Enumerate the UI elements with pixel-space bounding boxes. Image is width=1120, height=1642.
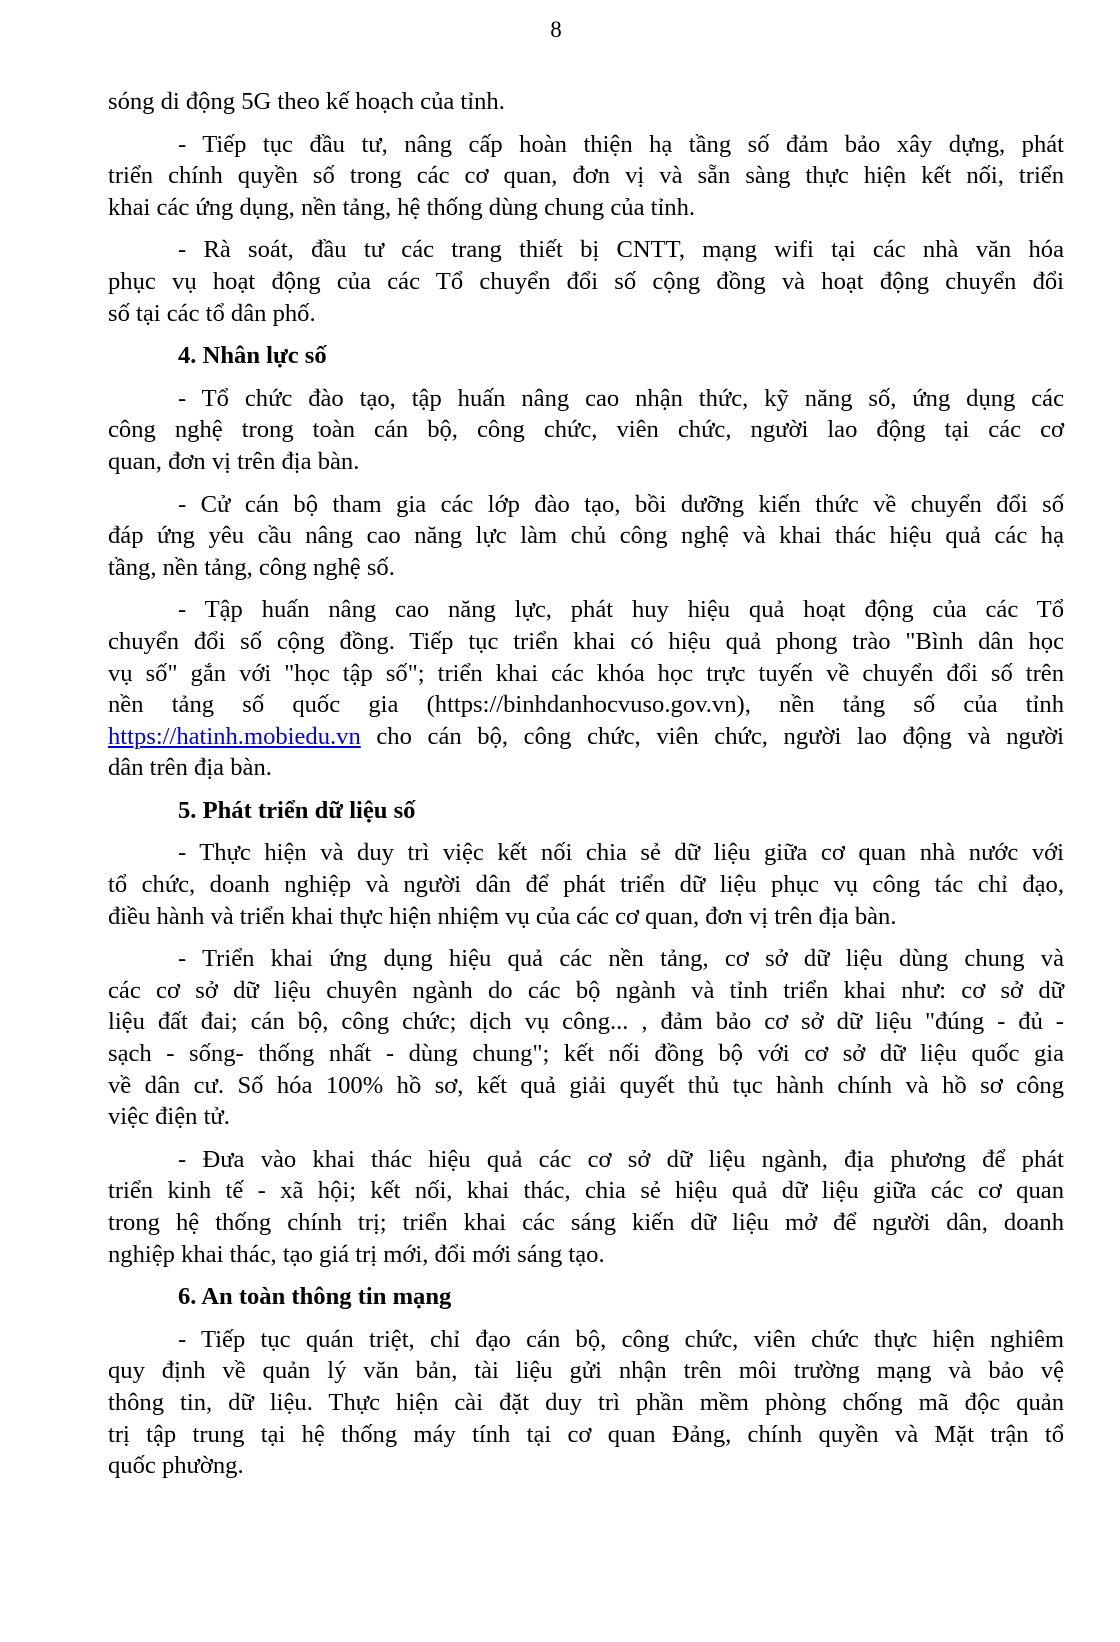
text-line: số tại các tổ dân phố. bbox=[108, 299, 316, 327]
paragraph bbox=[108, 837, 1064, 932]
text-line: nghiệp khai thác, tạo giá trị mới, đổi mới sáng tạo. bbox=[108, 1240, 605, 1268]
text-line: điều hành và triển khai thực hiện nhiệm vụ của các cơ quan, đơn vị trên địa bàn. bbox=[108, 902, 897, 930]
text-line: liệu đất đai; cán bộ, công chức; dịch vụ công... , đảm bảo cơ sở dữ liệu "đúng - đủ - bbox=[108, 1008, 1064, 1036]
text-line: trị tập trung tại hệ thống máy tính tại cơ quan Đảng, chính quyền và Mặt trận tổ bbox=[108, 1420, 1064, 1448]
text-line: dân trên địa bàn. bbox=[108, 754, 272, 782]
text-line: việc điện tử. bbox=[108, 1103, 230, 1131]
paragraph bbox=[108, 383, 1064, 478]
text-line: sóng di động 5G theo kế hoạch của tỉnh. bbox=[108, 88, 505, 115]
paragraph bbox=[108, 86, 1064, 118]
text-line: công nghệ trong toàn cán bộ, công chức, viên chức, người lao động tại các cơ bbox=[108, 416, 1064, 444]
text-line: quốc phường. bbox=[108, 1452, 244, 1480]
text-line: thông tin, dữ liệu. Thực hiện cài đặt duy trì phần mềm phòng chống mã độc quản bbox=[108, 1388, 1064, 1416]
text-line: tầng, nền tảng, công nghệ số. bbox=[108, 553, 395, 581]
text-line: triển kinh tế - xã hội; kết nối, khai thác, chia sẻ hiệu quả dữ liệu giữa các cơ quan bbox=[108, 1177, 1064, 1205]
text-line: quy định về quản lý văn bản, tài liệu gửi nhận trên môi trường mạng và bảo vệ bbox=[108, 1357, 1064, 1385]
paragraph bbox=[108, 594, 1064, 784]
paragraph bbox=[108, 943, 1064, 1133]
text-line: trong hệ thống chính trị; triển khai các sáng kiến dữ liệu mở để người dân, doanh bbox=[108, 1209, 1064, 1236]
text-line: các cơ sở dữ liệu chuyên ngành do các bộ ngành và tỉnh triển khai như: cơ sở dữ bbox=[108, 976, 1064, 1004]
text-segment: cho cán bộ, công chức, viên chức, người lao động và người bbox=[360, 722, 1064, 750]
section-heading: 6. An toàn thông tin mạng bbox=[178, 1283, 452, 1311]
text-line bbox=[108, 721, 1064, 753]
paragraph bbox=[108, 129, 1064, 224]
text-line: đáp ứng yêu cầu nâng cao năng lực làm chủ công nghệ và khai thác hiệu quả các hạ bbox=[108, 522, 1064, 550]
text-line: tổ chức, doanh nghiệp và người dân để phát triển dữ liệu phục vụ công tác chỉ đạo, bbox=[108, 871, 1064, 899]
page-number: 8 bbox=[550, 17, 562, 42]
text-line: quan, đơn vị trên địa bàn. bbox=[108, 447, 360, 475]
text-line: chuyển đổi số cộng đồng. Tiếp tục triển khai có hiệu quả phong trào "Bình dân học bbox=[108, 627, 1064, 655]
text-line: - Tiếp tục đầu tư, nâng cấp hoàn thiện hạ tầng số đảm bảo xây dựng, phát bbox=[178, 130, 1064, 158]
text-line: - Tiếp tục quán triệt, chỉ đạo cán bộ, công chức, viên chức thực hiện nghiêm bbox=[178, 1325, 1064, 1353]
text-line: - Triển khai ứng dụng hiệu quả các nền tảng, cơ sở dữ liệu dùng chung và bbox=[178, 945, 1064, 973]
hatinh-mobiedu-link[interactable]: https://hatinh.mobiedu.vn bbox=[108, 722, 361, 750]
paragraph bbox=[108, 1144, 1064, 1270]
document-body bbox=[108, 86, 1064, 1493]
paragraph bbox=[108, 489, 1064, 584]
paragraph bbox=[108, 1324, 1064, 1482]
text-line: - Rà soát, đầu tư các trang thiết bị CNTT, mạng wifi tại các nhà văn hóa bbox=[178, 236, 1064, 264]
section-heading: 5. Phát triển dữ liệu số bbox=[178, 796, 416, 824]
text-line: nền tảng số quốc gia (https://binhdanhocvuso.gov.vn), nền tảng số của tỉnh bbox=[108, 691, 1064, 719]
text-line: - Tổ chức đào tạo, tập huấn nâng cao nhận thức, kỹ năng số, ứng dụng các bbox=[178, 384, 1064, 412]
text-line: triển chính quyền số trong các cơ quan, đơn vị và sẵn sàng thực hiện kết nối, triển bbox=[108, 162, 1064, 190]
text-line: phục vụ hoạt động của các Tổ chuyển đổi số cộng đồng và hoạt động chuyển đổi bbox=[108, 267, 1064, 295]
text-line: - Cử cán bộ tham gia các lớp đào tạo, bồi dưỡng kiến thức về chuyển đổi số bbox=[178, 490, 1064, 518]
text-line: sạch - sống- thống nhất - dùng chung"; kết nối đồng bộ với cơ sở dữ liệu quốc gia bbox=[108, 1040, 1064, 1068]
text-line: khai các ứng dụng, nền tảng, hệ thống dùng chung của tỉnh. bbox=[108, 193, 696, 221]
text-line: vụ số" gắn với "học tập số"; triển khai các khóa học trực tuyến về chuyển đổi số trên bbox=[108, 659, 1064, 687]
text-line: - Đưa vào khai thác hiệu quả các cơ sở dữ liệu ngành, địa phương để phát bbox=[178, 1145, 1064, 1173]
section-heading: 4. Nhân lực số bbox=[178, 342, 327, 370]
text-line: - Thực hiện và duy trì việc kết nối chia sẻ dữ liệu giữa cơ quan nhà nước với bbox=[178, 839, 1064, 867]
text-line: - Tập huấn nâng cao năng lực, phát huy hiệu quả hoạt động của các Tổ bbox=[178, 596, 1064, 624]
text-line: về dân cư. Số hóa 100% hồ sơ, kết quả giải quyết thủ tục hành chính và hồ sơ công bbox=[108, 1071, 1064, 1099]
paragraph bbox=[108, 234, 1064, 329]
